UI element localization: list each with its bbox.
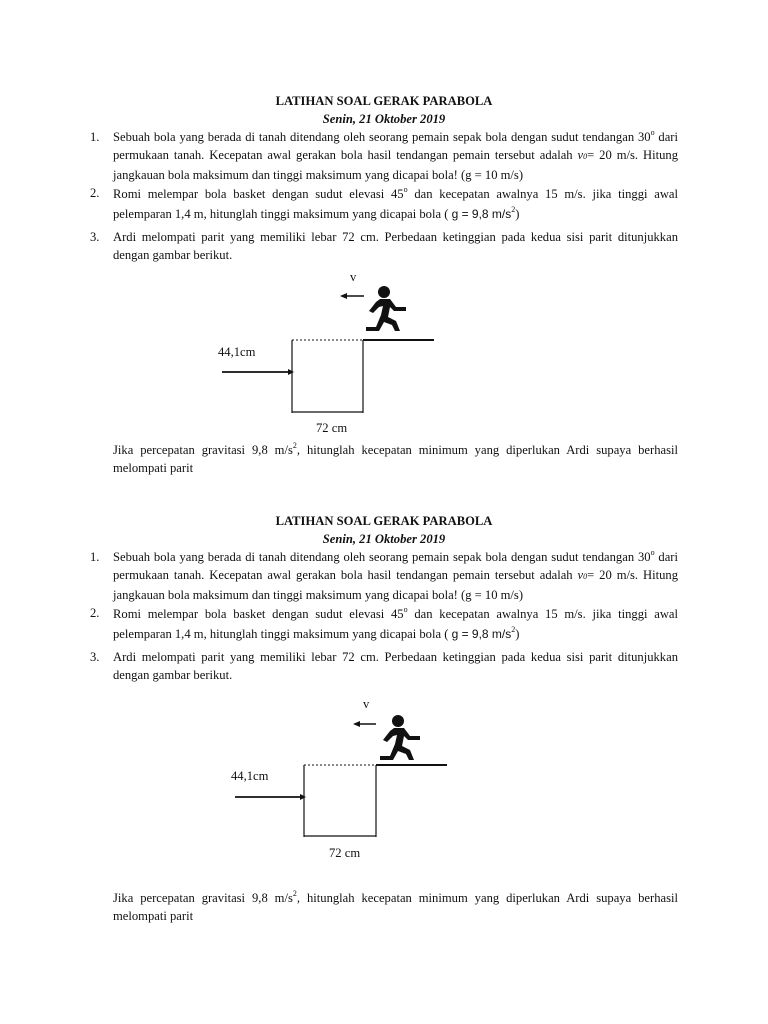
question-3-prompt: Jika percepatan gravitasi 9,8 $m/s^2$, hitunglah kecepatan minimum yang diperlukan Ardi supaya berhasil melompati parit xyxy=(113,888,678,923)
worksheet-2 xyxy=(0,508,768,928)
worksheet-1 xyxy=(0,88,768,508)
question-text: Ardi melompati parit yang memiliki lebar 72 cm. Perbedaan ketinggian pada kedua sisi parit ditunjukkan dengan gambar berikut. xyxy=(113,650,678,682)
question-number: 2. xyxy=(90,186,100,200)
question-text: Sebuah bola yang berada di tanah ditendang oleh seorang pemain sepak bola dengan sudut tendangan 30$^o$ dari permukaan tanah. Kecepatan awal gerakan bola hasil tendangan pemain tersebut adalah v0= 20 m/s. Hitung jangkauan bola maksimum dan tinggi maksimum yang dicapai bola! (g = 10 m/s) xyxy=(113,127,678,182)
velocity-label: v xyxy=(363,697,370,711)
worksheet-date: Senin, 21 Oktober 2019 xyxy=(322,532,446,546)
running-man-icon xyxy=(380,715,420,760)
question-number: 2. xyxy=(90,606,100,620)
running-man-icon xyxy=(366,286,406,331)
width-label: 72 cm xyxy=(329,846,361,860)
worksheet-date: Senin, 21 Oktober 2019 xyxy=(322,112,446,126)
question-number: 3. xyxy=(90,650,100,664)
arrow-head-icon xyxy=(353,721,360,727)
question-text: Romi melempar bola basket dengan sudut elevasi 45$^o$ dan kecepatan awalnya 15 m/s. jika tinggi awal pelemparan 1,4 m, hitunglah tinggi maksimum yang dicapai bola ( g = 9,8 $m/s^2$) xyxy=(113,604,678,641)
width-label: 72 cm xyxy=(316,421,348,435)
arrow-head-icon xyxy=(340,293,347,299)
velocity-label: v xyxy=(350,270,357,284)
question-3-prompt: Jika percepatan gravitasi 9,8 $m/s^2$, hitunglah kecepatan minimum yang diperlukan Ardi supaya berhasil melompati parit xyxy=(113,440,678,475)
worksheet-title: LATIHAN SOAL GERAK PARABOLA xyxy=(275,94,493,108)
question-number: 1. xyxy=(90,130,100,144)
question-text: Ardi melompati parit yang memiliki lebar 72 cm. Perbedaan ketinggian pada kedua sisi parit ditunjukkan dengan gambar berikut. xyxy=(113,230,678,262)
question-number: 3. xyxy=(90,230,100,244)
height-label: 44,1cm xyxy=(218,345,256,359)
worksheet-title: LATIHAN SOAL GERAK PARABOLA xyxy=(275,514,493,528)
question-text: Romi melempar bola basket dengan sudut elevasi 45$^o$ dan kecepatan awalnya 15 m/s. jika tinggi awal pelemparan 1,4 m, hitunglah tinggi maksimum yang dicapai bola ( g = 9,8 $m/s^2$) xyxy=(113,184,678,221)
question-text: Sebuah bola yang berada di tanah ditendang oleh seorang pemain sepak bola dengan sudut tendangan 30$^o$ dari permukaan tanah. Kecepatan awal gerakan bola hasil tendangan pemain tersebut adalah v0= 20 m/s. Hitung jangkauan bola maksimum dan tinggi maksimum yang dicapai bola! (g = 10 m/s) xyxy=(113,547,678,602)
question-number: 1. xyxy=(90,550,100,564)
ditch-diagram xyxy=(0,508,768,928)
height-label: 44,1cm xyxy=(231,769,269,783)
